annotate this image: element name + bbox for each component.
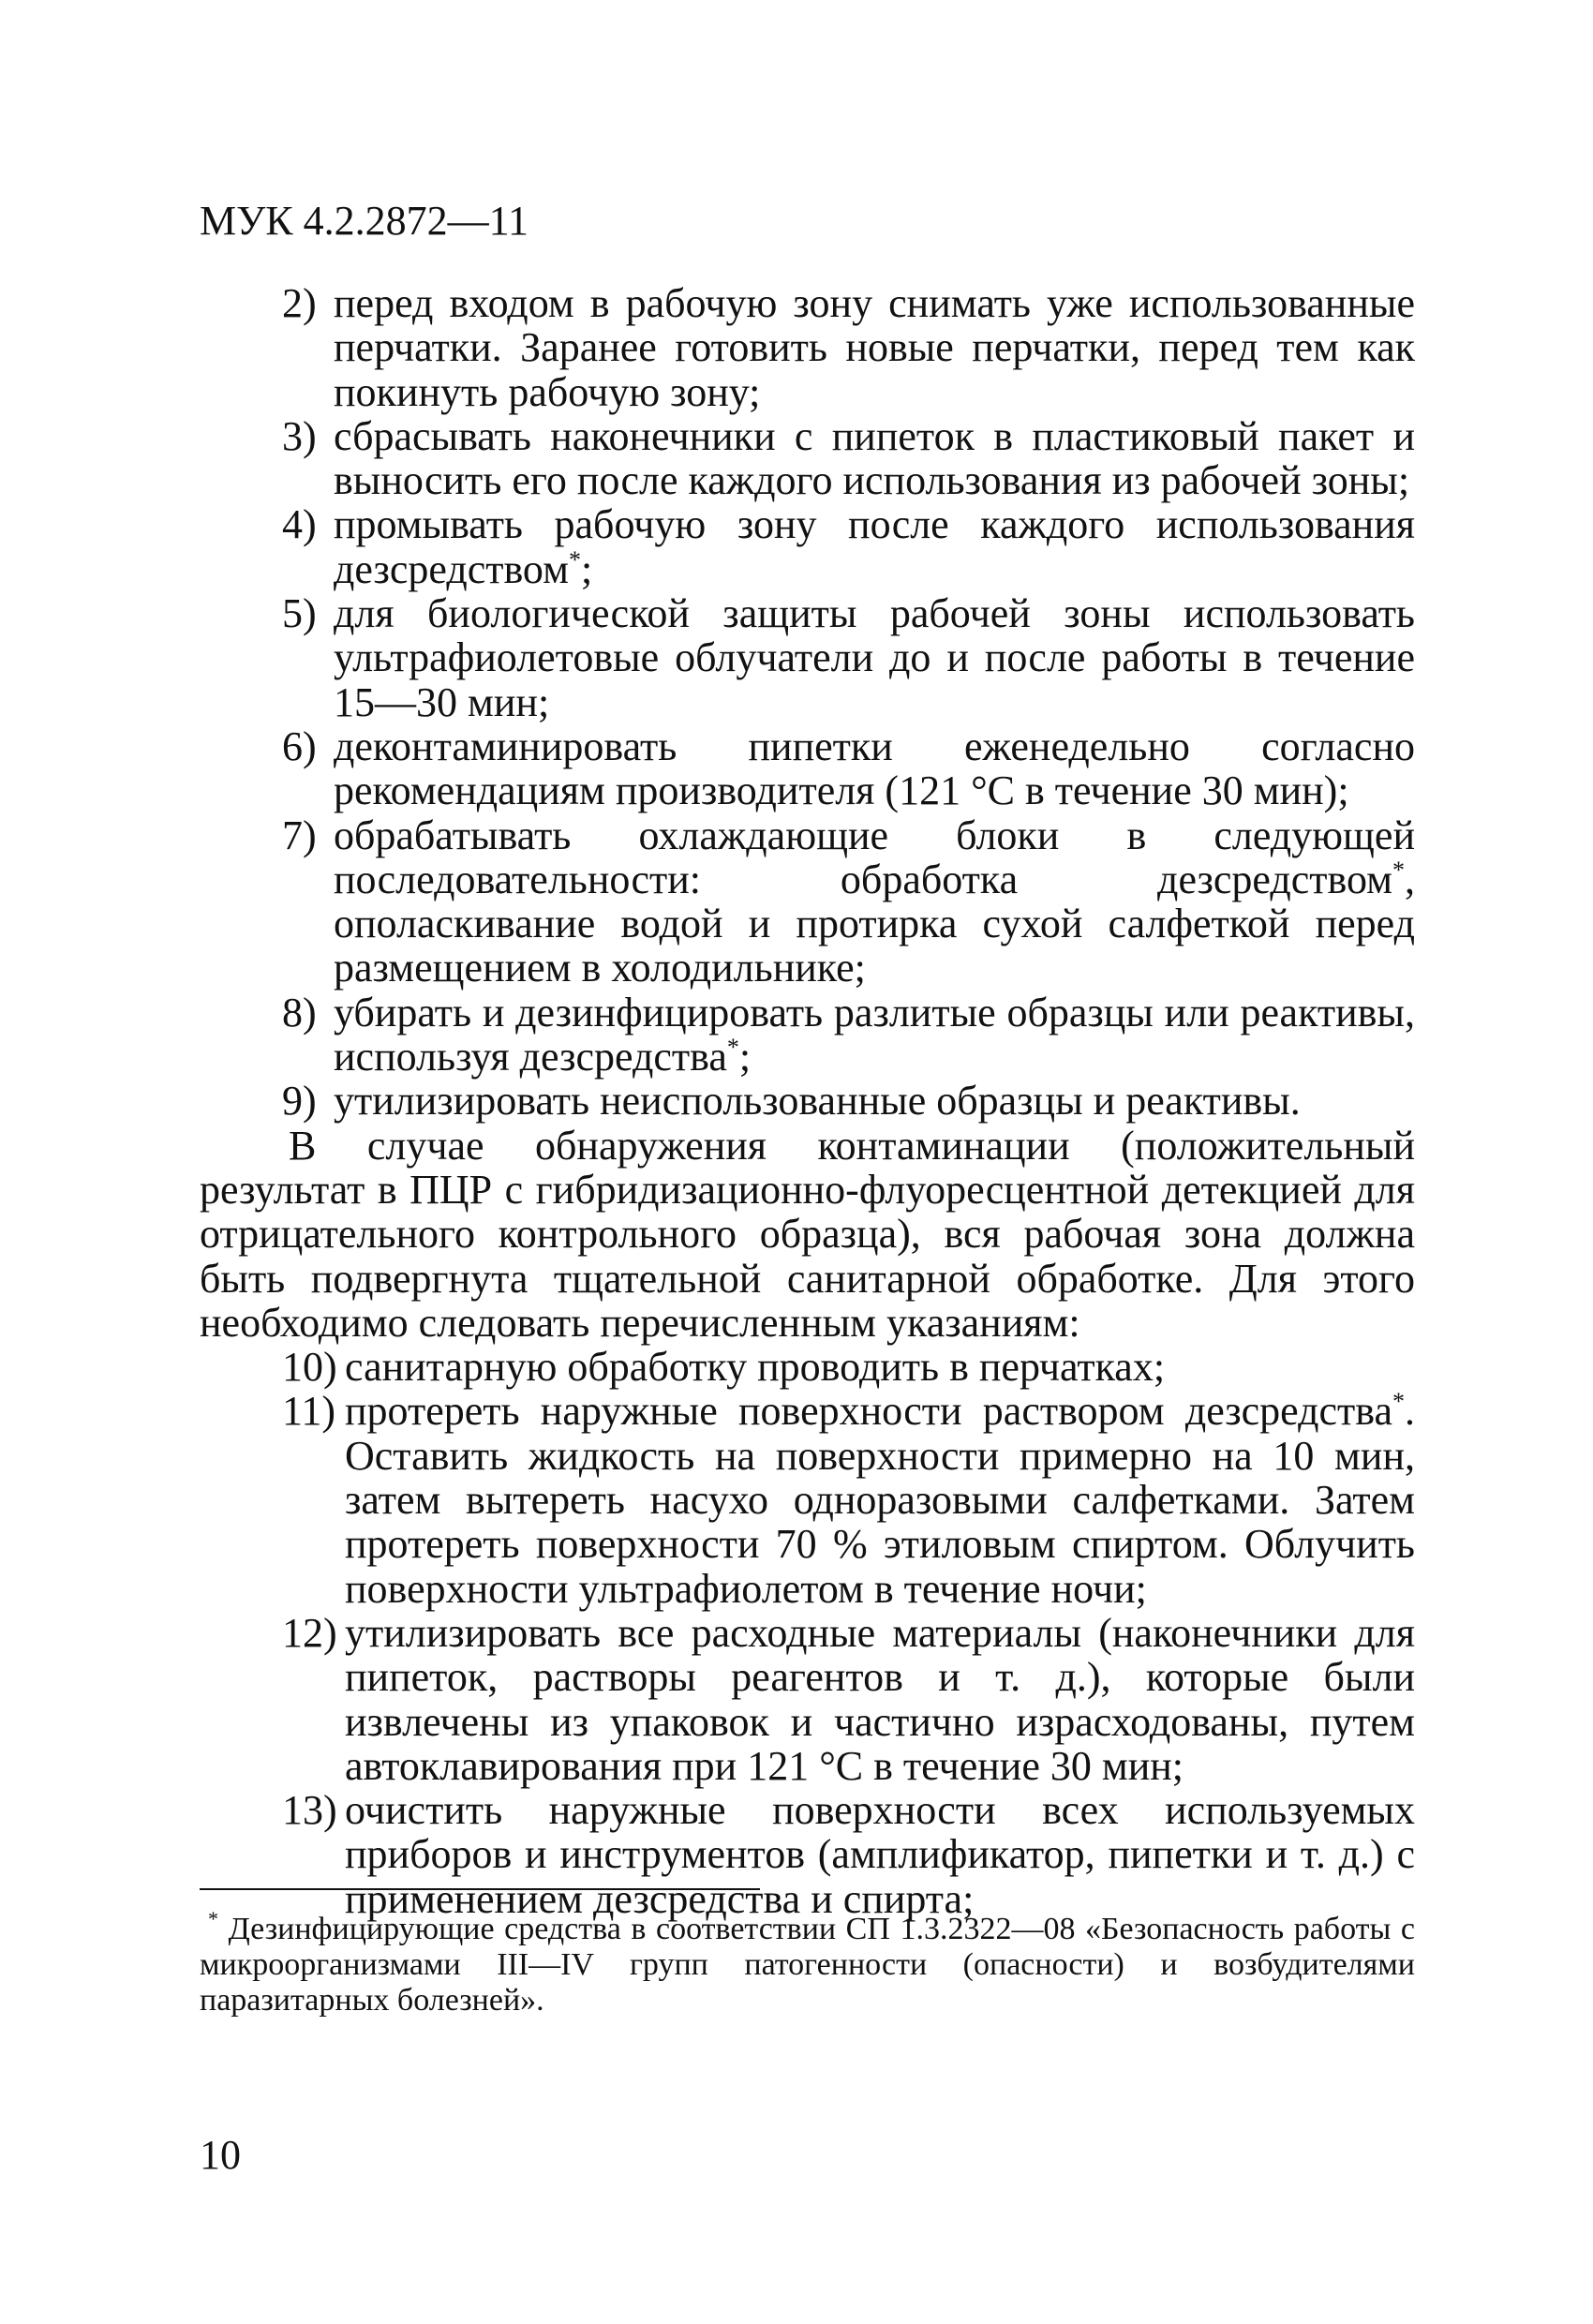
list-item-number: 7) [282, 812, 317, 858]
list-item-number: 2) [282, 280, 317, 326]
list-item-text: для биологической защиты рабочей зоны использовать ультрафиолетовые облучатели до и после работы в течение 15—30 мин; [334, 590, 1415, 725]
footnote-text: Дезинфицирующие средства в соответствии СП 1.3.2322—08 «Безопасность работы с микроорганизмами III—IV групп патогенности (опасности) и возбудителями паразитарных болезней». [200, 1912, 1416, 2018]
footnote-marker: * [726, 1034, 739, 1062]
list-item-11 [200, 1389, 1415, 1610]
document-body [200, 281, 1415, 1921]
list-item-text: сбрасывать наконечники с пипеток в пластиковый пакет и выносить его после каждого использования из рабочей зоны; [334, 412, 1415, 504]
list-item-number: 5) [282, 590, 317, 637]
list-item-13 [200, 1788, 1415, 1921]
list-item-text-tail: ; [738, 1034, 752, 1080]
list-item-5 [200, 591, 1415, 724]
list-item-text: убирать и дезинфицировать разлитые образцы или реактивы, используя дезсредства [334, 989, 1415, 1080]
page-number: 10 [200, 2132, 241, 2178]
list-item-text: санитарную обработку проводить в перчатках; [345, 1344, 1166, 1391]
list-item-4 [200, 502, 1415, 591]
list-item-number: 10) [282, 1344, 337, 1391]
list-item-number: 4) [282, 501, 317, 548]
footnote-marker: * [1392, 1388, 1405, 1416]
list-item-number: 12) [282, 1609, 337, 1656]
list-item-text: обрабатывать охлаждающие блоки в следующей последовательности: обработка дезсредством [334, 812, 1415, 902]
list-item-3 [200, 414, 1415, 503]
footnote-divider [200, 1888, 760, 1890]
list-item-7 [200, 813, 1415, 991]
body-paragraph: В случае обнаружения контаминации (положительный результат в ПЦР с гибридизационно-флуоресцентной детекцией для отрицательного контрольного образца), вся рабочая зона должна быть подвергнута тщательной санитарной обработке. Для этого необходимо следовать перечисленным указаниям: [200, 1122, 1415, 1346]
list-item-number: 8) [282, 989, 317, 1035]
list-item-number: 9) [282, 1078, 317, 1125]
list-item-text: утилизировать все расходные материалы (наконечники для пипеток, растворы реагентов и т. д.), которые были извлечены из упаковок и частично израсходованы, путем автоклавирования при 121 °С в течение 30 мин; [345, 1609, 1415, 1789]
list-item-text: протереть наружные поверхности раствором дезсредства [345, 1388, 1392, 1435]
footnote [200, 1907, 1416, 2019]
list-item-text-tail: ; [580, 545, 593, 592]
list-item-number: 13) [282, 1787, 337, 1834]
list-item-12 [200, 1611, 1415, 1788]
list-item-text: утилизировать неиспользованные образцы и реактивы. [334, 1078, 1301, 1125]
list-item-number: 3) [282, 412, 317, 459]
list-item-text-tail: , ополаскивание водой и протирка сухой салфеткой перед размещением в холодильнике; [334, 856, 1415, 991]
list-item-text: очистить наружные поверхности всех используемых приборов и инструментов (амплификатор, пипетки и т. д.) с применением дезсредства и спирта; [345, 1787, 1415, 1922]
list-item-text-tail: . Оставить жидкость на поверхности примерно на 10 мин, затем вытереть насухо одноразовыми салфетками. Затем протереть поверхности 70 % этиловым спиртом. Облучить поверхности ультрафиолетом в течение ночи; [345, 1388, 1415, 1612]
document-code: МУК 4.2.2872—11 [200, 198, 529, 244]
footnote-marker: * [568, 545, 581, 574]
list-item-9 [200, 1079, 1415, 1123]
footnote-marker: * [208, 1907, 218, 1930]
list-item-10 [200, 1345, 1415, 1389]
list-item-number: 6) [282, 723, 317, 769]
list-item-2 [200, 281, 1415, 414]
list-item-text: деконтаминировать пипетки еженедельно согласно рекомендациям производителя (121 °С в течение 30 мин); [334, 723, 1415, 814]
list-item-text: перед входом в рабочую зону снимать уже использованные перчатки. Заранее готовить новые перчатки, перед тем как покинуть рабочую зону; [334, 280, 1415, 415]
list-item-6 [200, 724, 1415, 813]
list-item-8 [200, 991, 1415, 1080]
list-item-number: 11) [282, 1388, 336, 1435]
footnote-marker: * [1392, 856, 1405, 884]
list-item-text: промывать рабочую зону после каждого использования дезсредством [334, 501, 1415, 592]
